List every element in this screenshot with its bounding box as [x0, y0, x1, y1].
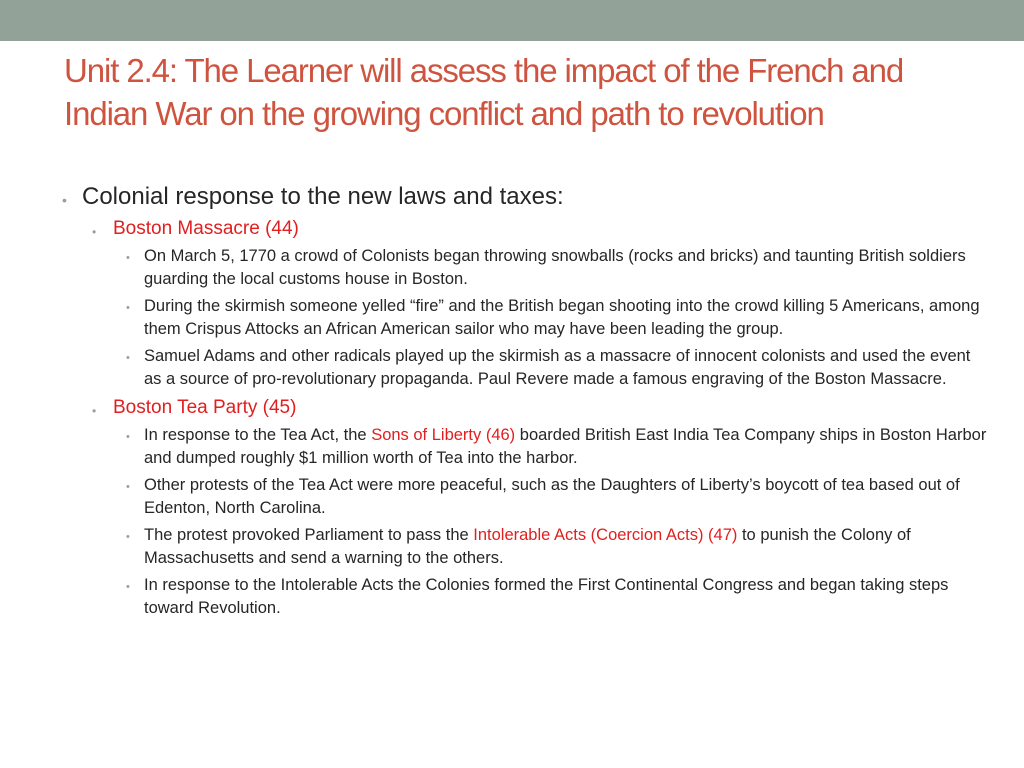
list-item — [62, 574, 992, 619]
bullet-icon: • — [126, 431, 130, 443]
bullet-icon: • — [126, 581, 130, 593]
intro-text: Colonial response to the new laws and taxes: — [82, 183, 564, 210]
list-item — [62, 295, 992, 340]
slide-title: Unit 2.4: The Learner will assess the impact of the French and Indian War on the growing conflict and path to revolution — [64, 52, 904, 132]
highlighted-term: Intolerable Acts (Coercion Acts) (47) — [473, 526, 738, 544]
point-text: In response to the Intolerable Acts the Colonies formed the First Continental Congress and began taking steps toward Revolution. — [144, 576, 949, 617]
point-text-before: The protest provoked Parliament to pass the — [144, 526, 474, 544]
bullet-icon: • — [126, 252, 130, 264]
highlighted-term: Sons of Liberty (46) — [371, 426, 516, 444]
list-item — [62, 245, 992, 290]
point-text: Samuel Adams and other radicals played up the skirmish as a massacre of innocent colonists and used the event as a source of pro-revolutionary propaganda. Paul Revere made a famous engraving of the Boston Massacre. — [144, 347, 971, 388]
intro-bullet — [62, 182, 992, 211]
bullet-icon: • — [92, 225, 97, 239]
section-heading-text: Boston Tea Party (45) — [113, 397, 297, 418]
list-item — [62, 474, 992, 519]
bullet-icon: • — [62, 192, 67, 208]
point-text: Other protests of the Tea Act were more peaceful, such as the Daughters of Liberty’s boycott of tea based out of Edenton, North Carolina. — [144, 476, 960, 517]
point-text: On March 5, 1770 a crowd of Colonists began throwing snowballs (rocks and bricks) and taunting British soldiers guarding the local customs house in Boston. — [144, 247, 966, 288]
section-heading-boston-tea-party — [62, 396, 992, 419]
point-text-before: In response to the Tea Act, the — [144, 426, 372, 444]
point-text-after: boarded British East India Tea Company ships in Boston Harbor and dumped roughly $1 million worth of Tea into the harbor. — [144, 426, 987, 467]
top-accent-bar — [0, 0, 1024, 41]
list-item — [62, 345, 992, 390]
point-text-after: to punish the Colony of Massachusetts and send a warning to the others. — [144, 526, 911, 567]
section-heading-text: Boston Massacre (44) — [113, 218, 299, 239]
bullet-icon: • — [126, 531, 130, 543]
bullet-icon: • — [126, 481, 130, 493]
point-text: During the skirmish someone yelled “fire” and the British began shooting into the crowd killing 5 Americans, among them Crispus Attocks an African American sailor who may have been leading the group. — [144, 297, 980, 338]
bullet-icon: • — [126, 302, 130, 314]
slide-body — [62, 182, 992, 619]
bullet-icon: • — [126, 352, 130, 364]
section-heading-boston-massacre — [62, 217, 992, 240]
list-item — [62, 524, 992, 569]
list-item — [62, 424, 992, 469]
bullet-icon: • — [92, 404, 97, 418]
